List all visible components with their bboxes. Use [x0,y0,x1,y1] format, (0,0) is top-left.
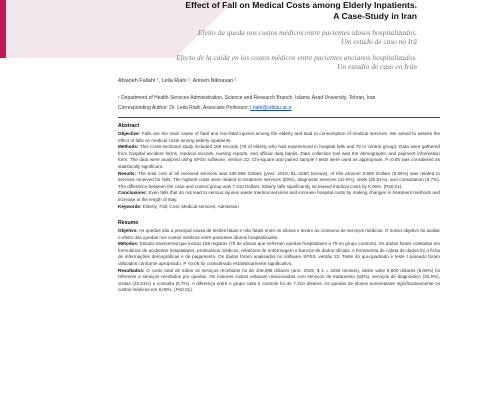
paper-title [117,0,417,22]
results-text: The total cost of all received services was 106.596 Dollars (year: 2019, $1=4250 tomans), of this amount 8.600 Dollars (8.06%) was related to services received for falls. The highest costs were related to treatment services (83%), diagnostic services (32.9%), visits (20.51%), and consultation (6.7%). The difference between the case and control group was 7.310 Dollars. Elderly falls significantly increased medical costs by 8.06%. (P≤0.01). [118,170,440,189]
resumo-metodos [118,241,440,267]
paper-title-portuguese [117,28,417,46]
corresponding-author-label: Corresponding Author: Dr. Leila Riahi, Associate Professor; [118,105,251,111]
section-divider [118,117,440,118]
methods-text: This cross-sectional study included 158 records (79 of elderly who had experienced in hospital falls and 79 in control group). Data were gathered from hospital accident forms, medical records, nursing reports, and official data banks. Data collection tool was the demographic and payment information form. The data were analyzed using SPSS software, version 22. Chi-square and paired sample t tests were used as appropriate. P=0.05 was considered as statistically significant. [118,144,440,169]
objective-label: Objective: [118,131,141,136]
resultados-text: O custo total de todos os serviços recebidos foi de 106,596 dólares (ano: 2019, $ 1 = 4250 tomans), deste valor 8,600 dólares (8,06%) foi referente a serviços recebidos por quedas. Os maiores custos estavam relacionados com serviços de tratamento (83%), serviços de diagnóstico (32,9%), visitas (20,51%) e consulta (6,7%). A diferença entre o grupo caso e controle foi de 7,310 dólares. As quedas de idosos aumentaram significativamente os custos médicos em 8,06%. (P≤0,01). [118,267,440,293]
abstract-objective [118,131,440,144]
title-es-line-1: Efecto de la caída en los costos médicos entre pacientes ancianos hospitalizados. [176,53,417,62]
resumo-body [118,228,440,294]
abstract-methods [118,144,440,170]
title-block [117,0,417,71]
paper-title-spanish [117,53,417,71]
paper-title-line-2: A Case-Study in Iran [333,11,417,21]
header-accent-bar [0,0,6,58]
metodos-text: Estudo transversal que incluiu 158 registos (79 de idosos que sofreram quedas hospitalares e 79 no grupo controlo). Os dados foram coletados em formulários de acidentes hospitalares, prontuários médicos, relatórios de enfermagem e bancos de dados oficiais. A ferramenta de coleta de dados foi a ficha de informações demográficas e de pagamento. Os dados foram analisados no software SPSS, versão 22. Teste do qui-quadrado e teste t pareado foram utilizados conforme apropriado. P <0,05 foi considerado estatisticamente significativo. [118,241,440,266]
abstract-conclusions [118,190,440,203]
affiliation: ¹ Department of Health Services Administration, Science and Research Branch, Islamic Azad University, Tehran, Iran [118,95,376,101]
objetivo-label: Objetivo: [118,228,138,233]
keywords-label: Keywords: [118,203,142,209]
conclusions-text: Even falls that do not lead to serious injuries waste medical services and increase hospital costs by making changes in treatment methods and increase in the length of stay. [118,190,440,202]
corresponding-author [118,105,438,112]
resultados-label: Resultados: [118,267,145,273]
objetivo-text: As quedas são a principal causa de lesões fatais e não fatais entre os idosos e levam ao consumo de serviços médicos. O nosso objetivo foi avaliar o efeito das quedas nos custos médicos entre pacientes idosos hospitalizados. [118,228,441,240]
resumo-heading: Resumo [118,220,139,226]
methods-label: Methods: [118,144,139,150]
conclusions-label: Conclusions: [118,190,148,196]
abstract-heading: Abstract [118,123,140,129]
resumo-resultados [118,268,440,294]
results-label: Results: [118,170,137,176]
corresponding-email-link[interactable]: l.riahi@srbiau.ac.ir [250,105,292,111]
abstract-keywords [118,204,440,211]
keywords-text: Elderly; Fall; Cost; Medical services; Admission [141,203,239,209]
title-es-line-2: Un estudio de caso en Irán [337,62,417,71]
title-pt-line-1: Efeito da queda nos custos médicos entre pacientes idosos hospitalizados. [198,28,417,37]
abstract-body [118,131,440,210]
abstract-results [118,171,440,191]
title-pt-line-2: Um estudo de caso no Irã [340,37,417,46]
paper-title-line-1: Effect of Fall on Medical Costs among Elderly Inpatients. [185,0,417,10]
resumo-objetivo [118,228,440,241]
metodos-label: Métodos: [118,241,139,247]
author-list: Afsaneh Fallahi ¹, Leila Riahi ¹, Aniseh Niknavan ¹ [118,78,237,84]
objective-text: Falls are the main cause of fatal and non-fatal injuries among the elderly and lead to consumption of medical services. We aimed to assess the effect of falls on medical costs among elderly inpatients. [118,131,440,143]
